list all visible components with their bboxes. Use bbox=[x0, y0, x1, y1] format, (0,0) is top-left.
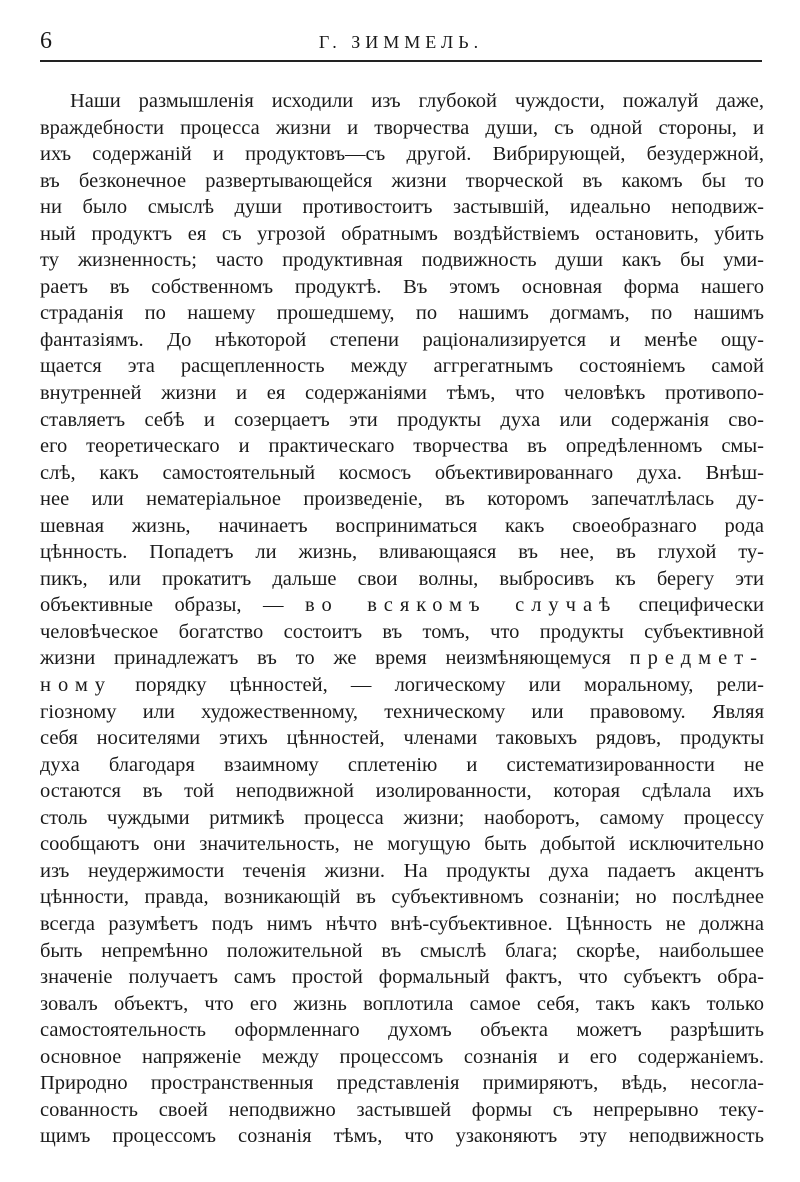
text-segment: слѣ, какъ самостоятельный космосъ объективированнаго духа. Внѣш- bbox=[40, 461, 764, 484]
text-segment: гіозному или художественному, техническому или правовому. Являя bbox=[40, 700, 764, 723]
text-segment: цѣнность. Попадетъ ли жизнь, вливающаяся въ нее, въ глухой ту- bbox=[40, 541, 764, 564]
text-line bbox=[40, 168, 764, 195]
text-line bbox=[40, 407, 764, 434]
text-segment: ставляетъ себѣ и созерцаетъ эти продукты духа или содержанія сво- bbox=[40, 408, 764, 431]
text-line bbox=[40, 566, 764, 593]
text-segment: фантазіямъ. До нѣкоторой степени раціонализируется и менѣе ощу- bbox=[40, 328, 764, 351]
text-segment: быть непремѣнно положительной въ смыслѣ блага; скорѣе, наибольшее bbox=[40, 939, 764, 962]
text-line bbox=[40, 88, 764, 115]
text-line bbox=[40, 592, 764, 619]
text-segment: цѣнности, правда, возникающій въ субъективномъ сознаніи; но послѣднее bbox=[40, 886, 764, 909]
text-segment: ни было смыслѣ души противостоитъ застывшій, идеально неподвиж- bbox=[40, 196, 764, 219]
text-segment: значеніе получаетъ самъ простой формальный фактъ, что субъектъ обра- bbox=[40, 966, 764, 989]
text-segment: раетъ въ собственномъ продуктѣ. Въ этомъ основная форма нашего bbox=[40, 275, 764, 298]
text-line bbox=[40, 486, 764, 513]
text-segment: остаются въ той неподвижной изолированности, которая сдѣлала ихъ bbox=[40, 780, 764, 803]
text-line bbox=[40, 274, 764, 301]
text-segment: щается эта расщепленность между аггрегатнымъ состояніемъ самой bbox=[40, 355, 764, 378]
text-segment: нее или нематеріальное произведеніе, въ которомъ запечатлѣлась ду- bbox=[40, 488, 764, 511]
text-segment: Наши размышленія исходили изъ глубокой чуждости, пожалуй даже, bbox=[70, 90, 764, 112]
text-segment: сованность своей неподвижно застывшей формы съ непрерывно теку- bbox=[40, 1098, 764, 1121]
text-segment: духа благодаря взаимному сплетенію и систематизированности не bbox=[40, 753, 764, 776]
text-segment: человѣческое богатство состоитъ въ томъ, что продукты субъективной bbox=[40, 620, 764, 643]
text-line bbox=[40, 433, 764, 460]
text-line bbox=[40, 884, 764, 911]
text-line bbox=[40, 752, 764, 779]
text-segment: ихъ содержаній и продуктовъ—съ другой. Вибрирующей, безудержной, bbox=[40, 143, 764, 166]
header-rule bbox=[40, 60, 762, 62]
spaced-emphasis: предмет- bbox=[629, 647, 764, 670]
text-segment: пикъ, или прокатитъ дальше свои волны, выбросивъ къ берегу эти bbox=[40, 567, 764, 590]
text-segment: порядку цѣнностей, — логическому или моральному, рели- bbox=[112, 674, 764, 697]
text-line bbox=[40, 1097, 764, 1124]
text-line bbox=[40, 911, 764, 938]
body-text bbox=[40, 88, 764, 1150]
text-line bbox=[40, 858, 764, 885]
text-segment: изъ неудержимости теченія жизни. На продукты духа падаетъ акцентъ bbox=[40, 859, 764, 882]
text-segment: себя носителями этихъ цѣнностей, членами таковыхъ рядовъ, продукты bbox=[40, 727, 764, 750]
text-line bbox=[40, 778, 764, 805]
text-line bbox=[40, 539, 764, 566]
text-line bbox=[40, 513, 764, 540]
text-line bbox=[40, 805, 764, 832]
text-segment: ный продуктъ ея съ угрозой обратнымъ воздѣйствіемъ остановить, убить bbox=[40, 222, 764, 245]
text-line bbox=[40, 300, 764, 327]
text-segment: щимъ процессомъ сознанія тѣмъ, что узаконяютъ эту неподвижность bbox=[40, 1125, 764, 1148]
text-line bbox=[40, 991, 764, 1018]
running-title: Г. ЗИММЕЛЬ. bbox=[318, 32, 484, 52]
text-line bbox=[40, 380, 764, 407]
text-line bbox=[40, 327, 764, 354]
text-line bbox=[40, 460, 764, 487]
text-segment: всегда разумѣетъ подъ нимъ нѣчто внѣ-субъективное. Цѣнность не должна bbox=[40, 912, 764, 935]
text-line bbox=[40, 672, 764, 699]
running-header bbox=[40, 28, 762, 58]
spaced-emphasis: ному bbox=[40, 674, 113, 697]
text-line bbox=[40, 725, 764, 752]
text-segment: жизни принадлежатъ въ то же время неизмѣняющемуся bbox=[40, 647, 630, 670]
text-line bbox=[40, 831, 764, 858]
text-segment: ту жизненность; часто продуктивная подвижность души какъ бы уми- bbox=[40, 249, 764, 272]
text-line bbox=[40, 141, 764, 168]
text-line bbox=[40, 645, 764, 672]
page-number: 6 bbox=[40, 28, 52, 54]
text-segment: въ безконечное развертывающейся жизни творческой въ какомъ бы то bbox=[40, 169, 764, 192]
text-line bbox=[40, 619, 764, 646]
text-line bbox=[40, 353, 764, 380]
text-segment: основное напряженіе между процессомъ сознанія и его содержаніемъ. bbox=[40, 1045, 764, 1068]
spaced-emphasis: во всякомъ случаѣ bbox=[304, 594, 618, 617]
text-segment: страданія по нашему прошедшему, по нашимъ догмамъ, по нашимъ bbox=[40, 302, 764, 325]
text-segment: сообщаютъ они значительность, не могущую быть добытой исключительно bbox=[40, 833, 764, 856]
text-line bbox=[40, 221, 764, 248]
text-line bbox=[40, 964, 764, 991]
text-segment: объективные образы, — bbox=[40, 594, 305, 617]
text-line bbox=[40, 194, 764, 221]
text-segment: шевная жизнь, начинаетъ восприниматься какъ своеобразнаго рода bbox=[40, 514, 764, 537]
text-segment: враждебности процесса жизни и творчества души, съ одной стороны, и bbox=[40, 116, 764, 139]
text-line bbox=[40, 1123, 764, 1150]
text-line bbox=[40, 938, 764, 965]
text-line bbox=[40, 247, 764, 274]
text-line bbox=[40, 1017, 764, 1044]
text-segment: самостоятельность оформленнаго духомъ объекта можетъ разрѣшить bbox=[40, 1019, 764, 1042]
text-line bbox=[40, 1044, 764, 1071]
text-line bbox=[40, 115, 764, 142]
text-line bbox=[40, 699, 764, 726]
text-segment: зовалъ объектъ, что его жизнь воплотила самое себя, такъ какъ только bbox=[40, 992, 764, 1015]
text-segment: его теоретическаго и практическаго творчества въ опредѣленномъ смы- bbox=[40, 435, 764, 458]
text-segment: столь чуждыми ритмикѣ процесса жизни; наоборотъ, самому процессу bbox=[40, 806, 764, 829]
text-line bbox=[40, 1070, 764, 1097]
text-segment: внутренней жизни и ея содержаніями тѣмъ, что человѣкъ противопо- bbox=[40, 382, 764, 405]
text-segment: специфически bbox=[617, 594, 764, 617]
text-segment: Природно пространственныя представленія примиряютъ, вѣдь, несогла- bbox=[40, 1072, 764, 1095]
